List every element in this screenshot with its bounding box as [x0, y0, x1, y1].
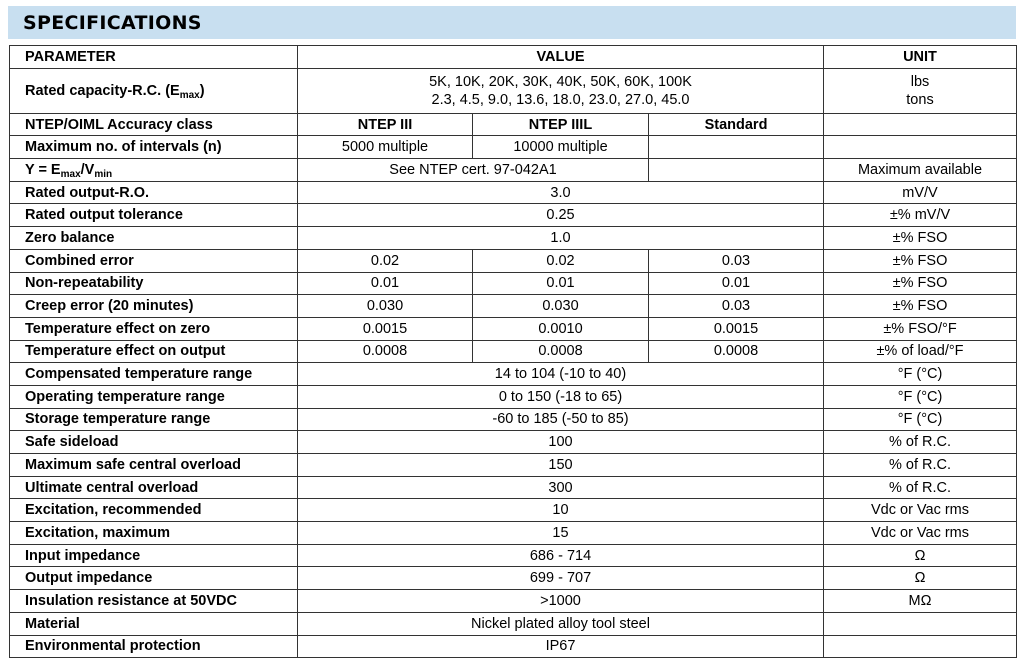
- table-row: [10, 363, 1017, 386]
- parameter-label: Material: [10, 612, 298, 635]
- parameter-label: Operating temperature range: [10, 385, 298, 408]
- unit-cell: [824, 136, 1017, 159]
- value-cell: 150: [298, 454, 824, 477]
- section-title: SPECIFICATIONS: [23, 12, 202, 34]
- parameter-label: Rated output-R.O.: [10, 181, 298, 204]
- parameter-label: Storage temperature range: [10, 408, 298, 431]
- parameter-label: Environmental protection: [10, 635, 298, 658]
- value-cell: 0.25: [298, 204, 824, 227]
- table-row: [10, 317, 1017, 340]
- class-ntep-iiil: NTEP IIIL: [473, 113, 649, 136]
- label-part: /V: [80, 161, 95, 178]
- unit-cell: ±% FSO: [824, 272, 1017, 295]
- parameter-label: Output impedance: [10, 567, 298, 590]
- value-cell: 0.03: [649, 249, 824, 272]
- value-cell: >1000: [298, 590, 824, 613]
- table-row: [10, 499, 1017, 522]
- unit-cell: MΩ: [824, 590, 1017, 613]
- table-row: [10, 454, 1017, 477]
- table-row: [10, 431, 1017, 454]
- value-cell: 1.0: [298, 227, 824, 250]
- value-cell: 3.0: [298, 181, 824, 204]
- capacity-lbs-values: 5K, 10K, 20K, 30K, 40K, 50K, 60K, 100K: [429, 73, 692, 90]
- table-row: [10, 408, 1017, 431]
- parameter-label: Excitation, maximum: [10, 522, 298, 545]
- column-header-value: VALUE: [298, 46, 824, 69]
- value-cell: 0.02: [298, 249, 473, 272]
- table-row: [10, 159, 1017, 182]
- table-row: [10, 272, 1017, 295]
- unit-cell: ±% FSO: [824, 295, 1017, 318]
- value-cell: 10: [298, 499, 824, 522]
- parameter-label: Safe sideload: [10, 431, 298, 454]
- table-row: [10, 567, 1017, 590]
- label-subscript: max: [60, 168, 81, 180]
- unit-lbs: lbs: [910, 73, 930, 90]
- value-cell: 100: [298, 431, 824, 454]
- parameter-label: Compensated temperature range: [10, 363, 298, 386]
- table-row: [10, 340, 1017, 363]
- table-row: [10, 181, 1017, 204]
- value-cell: Nickel plated alloy tool steel: [298, 612, 824, 635]
- unit-cell: % of R.C.: [824, 454, 1017, 477]
- value-cell: 0.02: [473, 249, 649, 272]
- specifications-table: [9, 45, 1017, 658]
- value-cell: [649, 159, 824, 182]
- value-cell: 14 to 104 (-10 to 40): [298, 363, 824, 386]
- parameter-label: Creep error (20 minutes): [10, 295, 298, 318]
- unit-cell: ±% mV/V: [824, 204, 1017, 227]
- unit-cell: ±% FSO/°F: [824, 317, 1017, 340]
- parameter-label: Ultimate central overload: [10, 476, 298, 499]
- unit-cell: [824, 612, 1017, 635]
- unit-cell: Ω: [824, 544, 1017, 567]
- unit-cell: Vdc or Vac rms: [824, 499, 1017, 522]
- table-row: [10, 590, 1017, 613]
- unit-cell: °F (°C): [824, 385, 1017, 408]
- value-cell: 0.0015: [649, 317, 824, 340]
- value-cell: 10000 multiple: [473, 136, 649, 159]
- value-cell: [649, 136, 824, 159]
- value-cell: 699 - 707: [298, 567, 824, 590]
- label-subscript: max: [179, 89, 200, 101]
- parameter-label: Insulation resistance at 50VDC: [10, 590, 298, 613]
- value-cell: 300: [298, 476, 824, 499]
- parameter-label: NTEP/OIML Accuracy class: [10, 113, 298, 136]
- parameter-label: Non-repeatability: [10, 272, 298, 295]
- parameter-label: [10, 68, 298, 113]
- parameter-label: Zero balance: [10, 227, 298, 250]
- parameter-label: Temperature effect on zero: [10, 317, 298, 340]
- value-cell: 0.0008: [649, 340, 824, 363]
- table-row: [10, 204, 1017, 227]
- value-cell: 0.01: [649, 272, 824, 295]
- table-header-row: [10, 46, 1017, 69]
- parameter-label: Excitation, recommended: [10, 499, 298, 522]
- label-main: Rated capacity-R.C. (E: [25, 82, 180, 99]
- unit-cell: ±% of load/°F: [824, 340, 1017, 363]
- column-header-parameter: PARAMETER: [10, 46, 298, 69]
- unit-cell: °F (°C): [824, 363, 1017, 386]
- class-ntep-iii: NTEP III: [298, 113, 473, 136]
- value-cell: 0.0008: [473, 340, 649, 363]
- unit-cell: °F (°C): [824, 408, 1017, 431]
- table-row: [10, 249, 1017, 272]
- table-row: [10, 295, 1017, 318]
- table-row: [10, 136, 1017, 159]
- label-tail: ): [199, 82, 205, 99]
- table-row: [10, 113, 1017, 136]
- parameter-label: Temperature effect on output: [10, 340, 298, 363]
- specifications-header: [8, 6, 1016, 39]
- unit-cell: [824, 68, 1017, 113]
- unit-cell: Ω: [824, 567, 1017, 590]
- value-cell: 686 - 714: [298, 544, 824, 567]
- parameter-label: Rated output tolerance: [10, 204, 298, 227]
- value-cell: 5000 multiple: [298, 136, 473, 159]
- unit-cell: Vdc or Vac rms: [824, 522, 1017, 545]
- unit-cell: mV/V: [824, 181, 1017, 204]
- value-cell: 0.0015: [298, 317, 473, 340]
- label-part: Y = E: [25, 161, 61, 178]
- parameter-label: Maximum no. of intervals (n): [10, 136, 298, 159]
- column-header-unit: UNIT: [824, 46, 1017, 69]
- unit-cell: % of R.C.: [824, 431, 1017, 454]
- table-row: [10, 385, 1017, 408]
- parameter-label: Maximum safe central overload: [10, 454, 298, 477]
- capacity-tons-values: 2.3, 4.5, 9.0, 13.6, 18.0, 23.0, 27.0, 45.0: [431, 91, 690, 108]
- value-cell: 0 to 150 (-18 to 65): [298, 385, 824, 408]
- table-row: [10, 476, 1017, 499]
- table-row: [10, 544, 1017, 567]
- value-cell: 0.01: [298, 272, 473, 295]
- unit-cell: % of R.C.: [824, 476, 1017, 499]
- unit-cell: Maximum available: [824, 159, 1017, 182]
- unit-cell: ±% FSO: [824, 249, 1017, 272]
- table-row: [10, 612, 1017, 635]
- value-cell: 15: [298, 522, 824, 545]
- unit-cell: [824, 113, 1017, 136]
- unit-tons: tons: [906, 91, 934, 108]
- value-cell: 0.030: [298, 295, 473, 318]
- class-standard: Standard: [649, 113, 824, 136]
- value-cell: [298, 68, 824, 113]
- unit-cell: ±% FSO: [824, 227, 1017, 250]
- parameter-label: Input impedance: [10, 544, 298, 567]
- value-cell: 0.03: [649, 295, 824, 318]
- table-row: [10, 635, 1017, 658]
- value-cell: See NTEP cert. 97-042A1: [298, 159, 649, 182]
- table-row: [10, 522, 1017, 545]
- value-cell: 0.01: [473, 272, 649, 295]
- value-cell: 0.030: [473, 295, 649, 318]
- parameter-label: [10, 159, 298, 182]
- label-subscript: min: [94, 168, 113, 180]
- unit-cell: [824, 635, 1017, 658]
- table-row: [10, 227, 1017, 250]
- table-row: [10, 68, 1017, 113]
- value-cell: -60 to 185 (-50 to 85): [298, 408, 824, 431]
- parameter-label: Combined error: [10, 249, 298, 272]
- value-cell: IP67: [298, 635, 824, 658]
- value-cell: 0.0008: [298, 340, 473, 363]
- value-cell: 0.0010: [473, 317, 649, 340]
